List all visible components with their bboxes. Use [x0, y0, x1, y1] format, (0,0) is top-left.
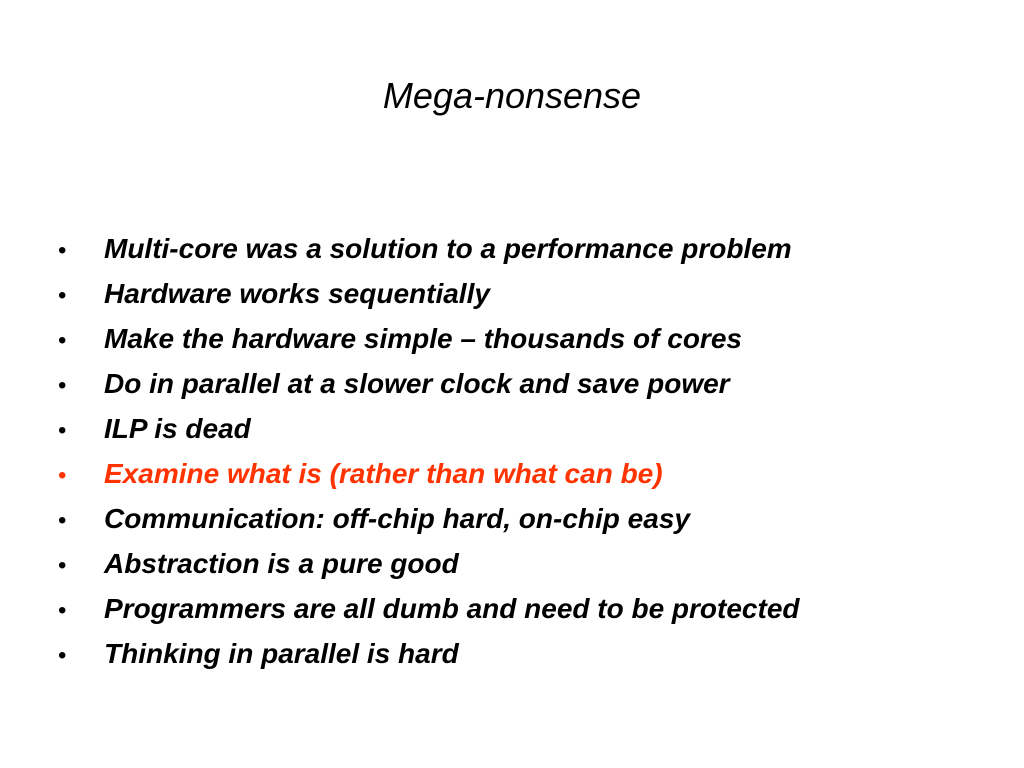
bullet-text: Communication: off-chip hard, on-chip easy [104, 503, 690, 534]
bullet-icon: • [58, 597, 67, 624]
bullet-item [58, 586, 998, 631]
bullet-item [58, 406, 998, 451]
bullet-text: Hardware works sequentially [104, 278, 490, 309]
bullet-icon: • [58, 417, 67, 444]
bullet-icon: • [58, 237, 67, 264]
bullet-icon: • [58, 282, 67, 309]
bullet-item [58, 226, 998, 271]
bullet-item [58, 316, 998, 361]
bullet-item [58, 631, 998, 676]
bullet-item [58, 541, 998, 586]
bullet-item [58, 496, 998, 541]
bullet-text: Thinking in parallel is hard [104, 638, 459, 669]
bullet-text: Abstraction is a pure good [104, 548, 459, 579]
bullet-icon: • [58, 507, 67, 534]
bullet-list [58, 226, 998, 676]
bullet-item [58, 271, 998, 316]
bullet-item-highlighted [58, 451, 998, 496]
bullet-text: Multi-core was a solution to a performance problem [104, 233, 792, 264]
bullet-text: Do in parallel at a slower clock and save power [104, 368, 730, 399]
bullet-icon: • [58, 462, 67, 489]
bullet-icon: • [58, 372, 67, 399]
bullet-text: Examine what is (rather than what can be) [104, 458, 663, 489]
bullet-item [58, 361, 998, 406]
bullet-icon: • [58, 327, 67, 354]
bullet-text: ILP is dead [104, 413, 251, 444]
bullet-icon: • [58, 552, 67, 579]
slide-title: Mega-nonsense [382, 75, 642, 116]
bullet-icon: • [58, 642, 67, 669]
bullet-text: Make the hardware simple – thousands of cores [104, 323, 742, 354]
bullet-text: Programmers are all dumb and need to be protected [104, 593, 800, 624]
